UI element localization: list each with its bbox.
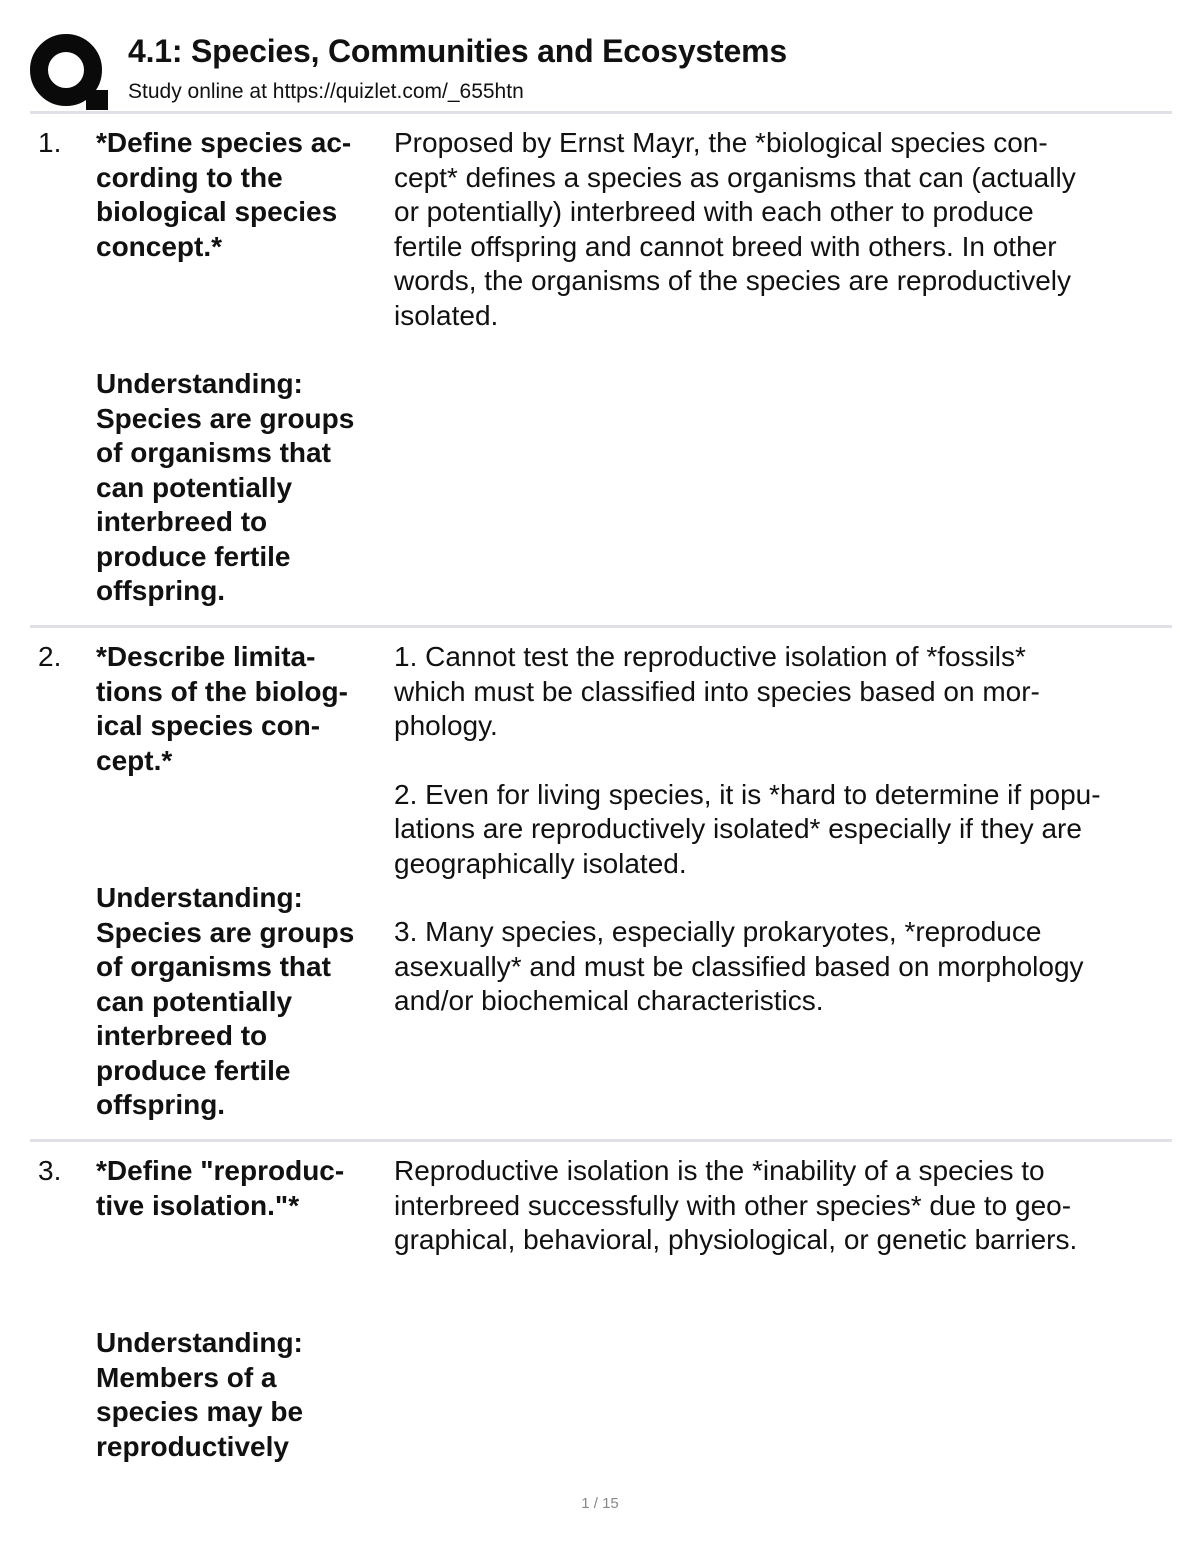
quizlet-logo-icon [30,32,108,110]
term-question: *Define "reproduc- tive isolation."* [96,1155,345,1221]
divider [30,625,1172,628]
card-definition [394,640,1172,1019]
term-question: *Describe limita- tions of the biolog- ical species con- cept.* [96,641,348,776]
divider [30,111,1172,114]
page-header [30,30,1172,110]
card-definition [394,126,1172,333]
page-title: 4.1: Species, Communities and Ecosystems [128,33,787,69]
divider [30,1139,1172,1142]
page-number: 1 / 15 [581,1495,619,1512]
definition-paragraph: 2. Even for living species, it is *hard to determine if popu- lations are reproductively isolated* especially if they are geographically isolated. [394,778,1101,879]
card-term [96,640,388,1123]
study-online-link[interactable]: Study online at https://quizlet.com/_655htn [128,80,524,103]
definition-paragraph: 1. Cannot test the reproductive isolation of *fossils* which must be classified into species based on mor- phology. [394,641,1040,741]
term-question: *Define species ac- cording to the biological species concept.* [96,127,352,262]
card-number: 3. [38,1155,62,1186]
card-number: 2. [38,641,62,672]
card-term [96,1154,388,1464]
card-term [96,126,388,609]
definition-paragraph: Proposed by Ernst Mayr, the *biological species con- cept* defines a species as organisms that can (actually or potentially) interbreed with each other to produce fertile offspring and cannot breed with others. In other words, the organisms of the species are reproductively isolated. [394,127,1076,331]
definition-paragraph: Reproductive isolation is the *inability of a species to interbreed successfully with other species* due to geo- graphical, behavioral, physiological, or genetic barriers. [394,1155,1078,1255]
term-understanding: Understanding: Species are groups of organisms that can potentially interbreed to produce fertile offspring. [96,882,355,1120]
term-understanding: Understanding: Members of a species may be reproductively [96,1327,304,1462]
card-number: 1. [38,127,62,158]
card-definition [394,1154,1172,1258]
definition-paragraph: 3. Many species, especially prokaryotes, *reproduce asexually* and must be classified based on morphology and/or biochemical characteristics. [394,916,1084,1016]
term-understanding: Understanding: Species are groups of organisms that can potentially interbreed to produce fertile offspring. [96,368,355,606]
